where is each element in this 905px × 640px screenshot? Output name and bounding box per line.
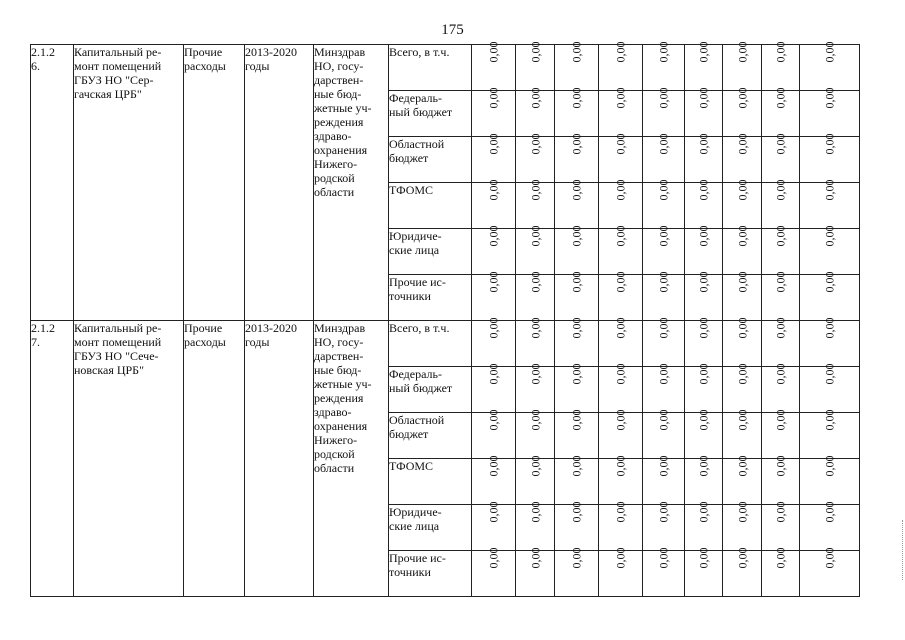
funding-source: Прочие ис- точники <box>389 551 472 597</box>
value-text: 0,00 <box>822 409 837 431</box>
budget-table <box>30 41 860 597</box>
value-text: 0,00 <box>486 363 501 385</box>
value-cell <box>472 271 516 321</box>
value-text: 0,00 <box>696 363 711 385</box>
value-cell <box>555 409 599 459</box>
funding-source: Федераль- ный бюджет <box>389 367 472 413</box>
value-text: 0,00 <box>822 87 837 109</box>
value-text: 0,00 <box>822 41 837 63</box>
value-cell <box>555 317 599 367</box>
value-text: 0,00 <box>735 363 749 385</box>
value-cell <box>643 271 685 321</box>
value-cell <box>555 547 599 597</box>
value-cell <box>472 409 516 459</box>
value-text: 0,00 <box>613 133 628 155</box>
value-text: 0,00 <box>486 409 501 431</box>
value-cell <box>516 455 555 505</box>
value-text: 0,00 <box>613 501 628 523</box>
value-text: 0,00 <box>486 179 501 201</box>
value-text: 0,00 <box>569 363 584 385</box>
value-text: 0,00 <box>569 87 584 109</box>
value-cell <box>599 409 643 459</box>
value-text: 0,00 <box>613 409 628 431</box>
value-text: 0,00 <box>569 225 584 247</box>
value-text: 0,00 <box>613 225 628 247</box>
executor: Минздрав НО, госу- дарствен- ные бюд- жетные уч- реждения здраво- охранения Нижего- родской области <box>314 321 389 597</box>
value-text: 0,00 <box>696 409 711 431</box>
value-text: 0,00 <box>528 547 542 569</box>
value-cell <box>555 501 599 551</box>
value-cell <box>643 87 685 137</box>
value-text: 0,00 <box>656 455 671 477</box>
value-text: 0,00 <box>656 409 671 431</box>
value-cell <box>723 133 762 183</box>
funding-source: Юридиче- ские лица <box>389 229 472 275</box>
value-text: 0,00 <box>735 87 749 109</box>
value-text: 0,00 <box>528 317 542 339</box>
value-cell <box>516 179 555 229</box>
value-cell <box>723 317 762 367</box>
expense-type: Прочие расходы <box>184 45 245 321</box>
value-cell <box>643 225 685 275</box>
value-cell <box>472 455 516 505</box>
value-cell <box>599 501 643 551</box>
funding-source: ТФОМС <box>389 459 472 505</box>
value-text: 0,00 <box>656 41 671 63</box>
value-cell <box>685 133 723 183</box>
value-cell <box>800 455 860 505</box>
value-text: 0,00 <box>696 271 711 293</box>
value-cell <box>723 179 762 229</box>
value-text: 0,00 <box>656 317 671 339</box>
value-text: 0,00 <box>528 363 542 385</box>
value-cell <box>516 87 555 137</box>
value-cell <box>685 271 723 321</box>
value-text: 0,00 <box>696 179 711 201</box>
value-text: 0,00 <box>569 455 584 477</box>
value-text: 0,00 <box>773 179 788 201</box>
value-cell <box>516 501 555 551</box>
executor: Минздрав НО, госу- дарствен- ные бюд- жетные уч- реждения здраво- охранения Нижего- родской области <box>314 45 389 321</box>
value-cell <box>516 271 555 321</box>
value-text: 0,00 <box>696 225 711 247</box>
value-cell <box>643 133 685 183</box>
value-text: 0,00 <box>773 271 788 293</box>
value-cell <box>643 501 685 551</box>
value-text: 0,00 <box>735 409 749 431</box>
value-text: 0,00 <box>656 547 671 569</box>
value-cell <box>599 133 643 183</box>
value-cell <box>599 363 643 413</box>
value-text: 0,00 <box>528 455 542 477</box>
value-text: 0,00 <box>822 317 837 339</box>
value-text: 0,00 <box>735 501 749 523</box>
value-cell <box>723 455 762 505</box>
value-text: 0,00 <box>528 41 542 63</box>
value-text: 0,00 <box>696 317 711 339</box>
value-text: 0,00 <box>656 225 671 247</box>
value-cell <box>516 41 555 91</box>
value-cell <box>762 225 800 275</box>
value-text: 0,00 <box>656 501 671 523</box>
value-text: 0,00 <box>656 363 671 385</box>
value-cell <box>800 225 860 275</box>
value-text: 0,00 <box>656 179 671 201</box>
value-cell <box>516 133 555 183</box>
value-text: 0,00 <box>528 271 542 293</box>
value-cell <box>762 409 800 459</box>
value-text: 0,00 <box>613 41 628 63</box>
value-text: 0,00 <box>528 179 542 201</box>
value-cell <box>800 179 860 229</box>
value-cell <box>472 41 516 91</box>
value-cell <box>762 455 800 505</box>
value-text: 0,00 <box>486 455 501 477</box>
value-text: 0,00 <box>773 133 788 155</box>
value-cell <box>555 363 599 413</box>
value-cell <box>723 363 762 413</box>
funding-source: ТФОМС <box>389 183 472 229</box>
value-text: 0,00 <box>569 409 584 431</box>
value-cell <box>599 87 643 137</box>
item-number: 2.1.2 6. <box>31 45 74 321</box>
value-text: 0,00 <box>696 455 711 477</box>
value-text: 0,00 <box>773 547 788 569</box>
value-cell <box>685 87 723 137</box>
value-text: 0,00 <box>735 225 749 247</box>
value-text: 0,00 <box>569 41 584 63</box>
value-text: 0,00 <box>735 41 749 63</box>
value-text: 0,00 <box>822 179 837 201</box>
value-text: 0,00 <box>656 133 671 155</box>
value-cell <box>685 363 723 413</box>
value-cell <box>685 317 723 367</box>
value-text: 0,00 <box>569 179 584 201</box>
value-text: 0,00 <box>773 455 788 477</box>
value-text: 0,00 <box>656 87 671 109</box>
value-cell <box>800 501 860 551</box>
value-text: 0,00 <box>696 547 711 569</box>
value-text: 0,00 <box>613 363 628 385</box>
value-cell <box>472 363 516 413</box>
value-text: 0,00 <box>822 501 837 523</box>
value-text: 0,00 <box>569 317 584 339</box>
value-cell <box>723 547 762 597</box>
value-text: 0,00 <box>822 547 837 569</box>
value-text: 0,00 <box>735 547 749 569</box>
funding-source: Юридиче- ские лица <box>389 505 472 551</box>
funding-source: Федераль- ный бюджет <box>389 91 472 137</box>
value-cell <box>472 501 516 551</box>
value-cell <box>516 409 555 459</box>
table-row <box>31 321 860 367</box>
value-cell <box>800 409 860 459</box>
value-text: 0,00 <box>613 547 628 569</box>
value-text: 0,00 <box>486 501 501 523</box>
value-text: 0,00 <box>773 501 788 523</box>
value-text: 0,00 <box>486 87 501 109</box>
value-cell <box>762 41 800 91</box>
value-text: 0,00 <box>486 547 501 569</box>
value-text: 0,00 <box>569 501 584 523</box>
value-text: 0,00 <box>735 317 749 339</box>
value-cell <box>685 501 723 551</box>
value-text: 0,00 <box>528 409 542 431</box>
value-text: 0,00 <box>528 501 542 523</box>
value-cell <box>599 271 643 321</box>
value-cell <box>472 133 516 183</box>
value-text: 0,00 <box>822 271 837 293</box>
value-cell <box>516 363 555 413</box>
value-cell <box>643 363 685 413</box>
value-cell <box>723 41 762 91</box>
value-cell <box>555 225 599 275</box>
value-text: 0,00 <box>528 225 542 247</box>
value-cell <box>555 271 599 321</box>
value-text: 0,00 <box>486 41 501 63</box>
value-text: 0,00 <box>773 87 788 109</box>
value-text: 0,00 <box>696 133 711 155</box>
table-body <box>31 41 860 597</box>
value-cell <box>800 363 860 413</box>
value-cell <box>555 87 599 137</box>
value-cell <box>599 225 643 275</box>
value-text: 0,00 <box>696 41 711 63</box>
value-text: 0,00 <box>822 363 837 385</box>
value-cell <box>555 41 599 91</box>
expense-type: Прочие расходы <box>184 321 245 597</box>
value-text: 0,00 <box>696 501 711 523</box>
value-text: 0,00 <box>773 317 788 339</box>
value-text: 0,00 <box>773 225 788 247</box>
value-cell <box>472 317 516 367</box>
value-cell <box>555 133 599 183</box>
value-cell <box>599 455 643 505</box>
value-cell <box>685 41 723 91</box>
funding-source: Областной бюджет <box>389 137 472 183</box>
funding-source: Областной бюджет <box>389 413 472 459</box>
value-text: 0,00 <box>569 271 584 293</box>
value-cell <box>762 501 800 551</box>
value-text: 0,00 <box>822 225 837 247</box>
item-name: Капитальный ре- монт помещений ГБУЗ НО "Сер- гачская ЦРБ" <box>74 45 184 321</box>
value-text: 0,00 <box>486 225 501 247</box>
value-text: 0,00 <box>613 179 628 201</box>
value-cell <box>685 409 723 459</box>
value-cell <box>643 317 685 367</box>
value-cell <box>516 547 555 597</box>
value-cell <box>723 271 762 321</box>
value-text: 0,00 <box>735 271 749 293</box>
value-cell <box>723 409 762 459</box>
funding-source: Всего, в т.ч. <box>389 45 472 91</box>
value-cell <box>723 87 762 137</box>
value-cell <box>685 547 723 597</box>
value-text: 0,00 <box>696 87 711 109</box>
value-text: 0,00 <box>735 133 749 155</box>
value-text: 0,00 <box>528 133 542 155</box>
value-cell <box>643 547 685 597</box>
value-text: 0,00 <box>613 317 628 339</box>
value-cell <box>472 179 516 229</box>
value-cell <box>555 455 599 505</box>
value-text: 0,00 <box>613 271 628 293</box>
value-cell <box>685 179 723 229</box>
period: 2013-2020 годы <box>245 45 314 321</box>
table-row <box>31 45 860 91</box>
value-text: 0,00 <box>656 271 671 293</box>
value-text: 0,00 <box>486 317 501 339</box>
value-cell <box>723 225 762 275</box>
value-text: 0,00 <box>486 133 501 155</box>
value-cell <box>643 179 685 229</box>
value-cell <box>800 133 860 183</box>
value-text: 0,00 <box>486 271 501 293</box>
page-number: 175 <box>441 22 464 38</box>
value-cell <box>685 455 723 505</box>
value-cell <box>723 501 762 551</box>
value-cell <box>516 225 555 275</box>
value-cell <box>762 317 800 367</box>
value-cell <box>643 455 685 505</box>
value-cell <box>599 179 643 229</box>
value-text: 0,00 <box>569 547 584 569</box>
value-cell <box>599 547 643 597</box>
value-cell <box>599 41 643 91</box>
value-cell <box>643 409 685 459</box>
value-cell <box>555 179 599 229</box>
item-name: Капитальный ре- монт помещений ГБУЗ НО "Сече- новская ЦРБ" <box>74 321 184 597</box>
value-text: 0,00 <box>613 455 628 477</box>
value-text: 0,00 <box>735 179 749 201</box>
period: 2013-2020 годы <box>245 321 314 597</box>
value-text: 0,00 <box>528 87 542 109</box>
value-text: 0,00 <box>569 133 584 155</box>
value-cell <box>800 317 860 367</box>
value-text: 0,00 <box>773 41 788 63</box>
value-cell <box>800 271 860 321</box>
value-cell <box>472 547 516 597</box>
value-cell <box>762 133 800 183</box>
value-cell <box>685 225 723 275</box>
value-cell <box>762 179 800 229</box>
funding-source: Всего, в т.ч. <box>389 321 472 367</box>
value-cell <box>800 547 860 597</box>
funding-source: Прочие ис- точники <box>389 275 472 321</box>
value-cell <box>762 271 800 321</box>
value-text: 0,00 <box>822 133 837 155</box>
value-text: 0,00 <box>735 455 749 477</box>
value-cell <box>516 317 555 367</box>
value-cell <box>599 317 643 367</box>
value-cell <box>762 87 800 137</box>
value-cell <box>800 87 860 137</box>
value-cell <box>472 87 516 137</box>
value-cell <box>472 225 516 275</box>
value-text: 0,00 <box>773 409 788 431</box>
value-text: 0,00 <box>773 363 788 385</box>
value-text: 0,00 <box>613 87 628 109</box>
value-cell <box>762 547 800 597</box>
value-cell <box>800 41 860 91</box>
value-text: 0,00 <box>822 455 837 477</box>
value-cell <box>643 41 685 91</box>
value-cell <box>762 363 800 413</box>
item-number: 2.1.2 7. <box>31 321 74 597</box>
